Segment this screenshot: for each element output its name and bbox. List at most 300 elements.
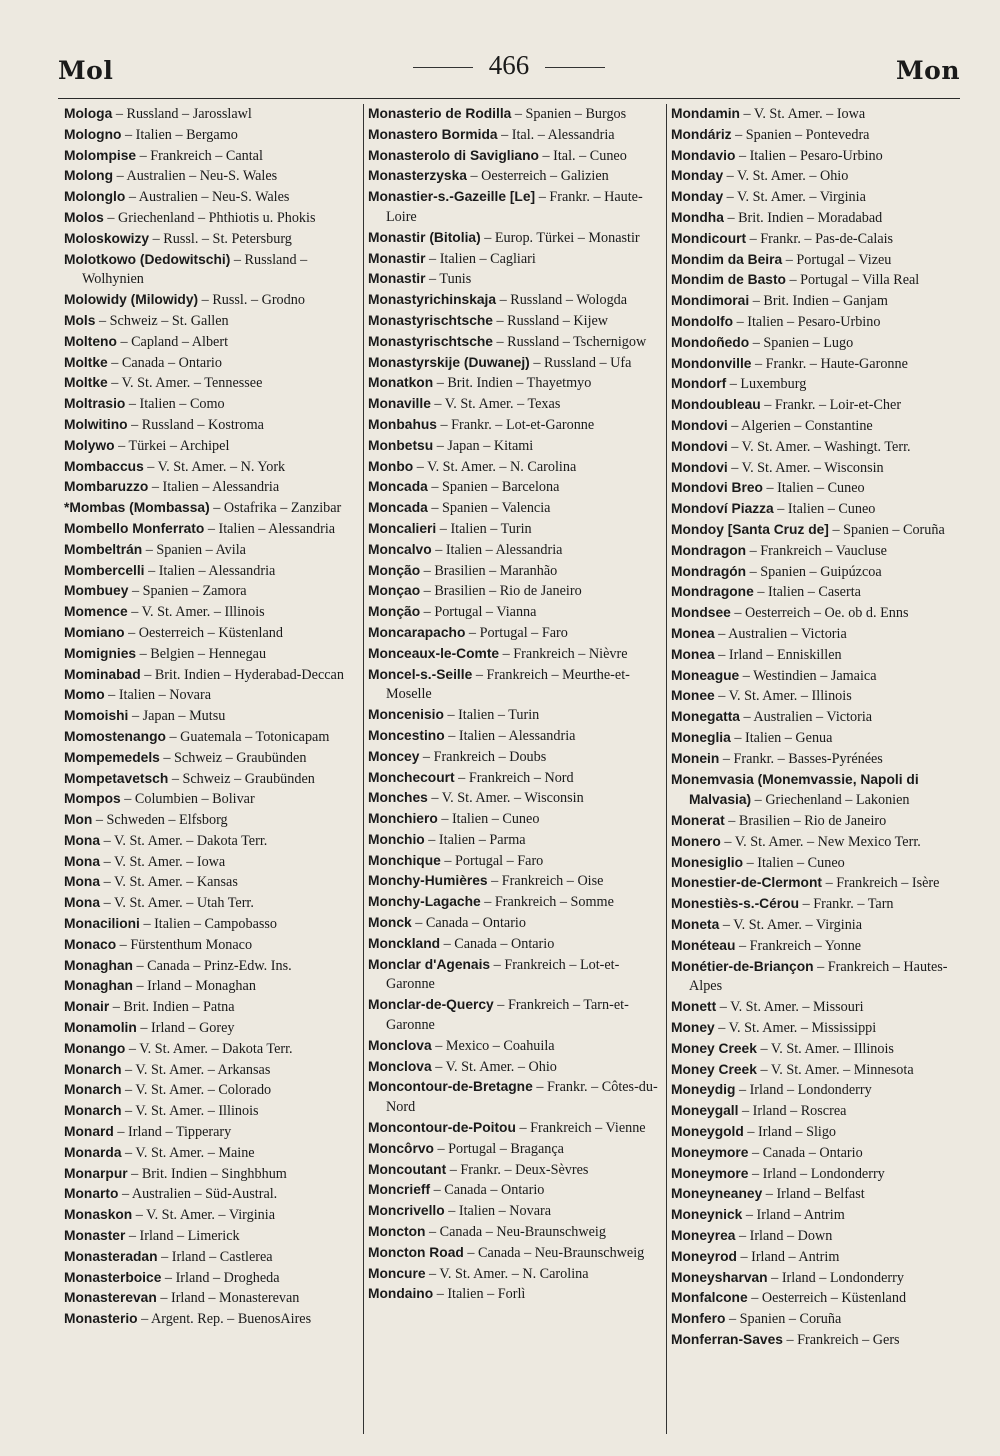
entry-placename: Monacilioni xyxy=(64,916,140,932)
entry-placename: Monaghan xyxy=(64,957,133,973)
entry-location: – Oesterreich – Oe. ob d. Enns xyxy=(730,605,909,622)
entry-placename: Moncel-s.-Seille xyxy=(368,666,473,682)
list-item xyxy=(671,1164,967,1185)
list-item xyxy=(64,561,361,582)
list-item xyxy=(368,290,664,311)
list-item xyxy=(368,1180,664,1201)
entry-placename: Moneyneaney xyxy=(671,1186,763,1202)
entry-placename: Monerat xyxy=(671,813,725,829)
entry-location: – V. St. Amer. – Minnesota xyxy=(756,1061,914,1078)
entry-location: – Italien – Pesaro-Urbino xyxy=(733,313,881,330)
entry-location: – V. St. Amer. – Illinois xyxy=(714,688,852,705)
entry-placename: Mondamin xyxy=(671,106,740,121)
list-item xyxy=(368,1284,664,1305)
list-item xyxy=(368,913,664,934)
entry-placename: Molotkowo (Dedowitschi) xyxy=(64,251,231,267)
entry-placename: Momostenango xyxy=(64,728,166,744)
entry-location: – Brasilien – Rio de Janeiro xyxy=(420,583,582,600)
list-item xyxy=(671,146,967,167)
header-left-keyword: Mol xyxy=(58,56,114,85)
list-item xyxy=(368,166,664,187)
entry-location: – Guatemala – Totonicapam xyxy=(165,728,330,745)
entry-placename: Moneymore xyxy=(671,1165,749,1181)
list-item xyxy=(64,789,361,810)
list-item xyxy=(64,914,361,935)
entry-placename: Monceaux-le-Comte xyxy=(368,645,500,661)
entry-location: – Italien – Campobasso xyxy=(139,916,278,933)
list-item xyxy=(671,1247,967,1268)
entry-placename: Molywo xyxy=(64,437,115,453)
entry-location: – Frankreich – Somme xyxy=(480,894,614,911)
list-item xyxy=(64,1247,361,1268)
entry-placename: Mologno xyxy=(64,126,122,142)
entry-location: – Ital. – Alessandria xyxy=(497,126,615,143)
list-item xyxy=(368,1264,664,1285)
entry-placename: Moltke xyxy=(64,354,108,370)
entry-location: – Irland – Sligo xyxy=(743,1124,837,1141)
entry-placename: Molteno xyxy=(64,333,117,349)
list-item xyxy=(64,810,361,831)
entry-location: – Fürstenthum Monaco xyxy=(116,936,253,953)
list-item xyxy=(64,1018,361,1039)
entry-placename: *Mombas (Mombassa) xyxy=(64,500,210,516)
entry-location: – Frankreich – Hautes-Alpes xyxy=(689,958,948,995)
list-item xyxy=(671,666,967,687)
entry-placename: Mondavio xyxy=(671,147,736,163)
entry-placename: Monclova xyxy=(368,1037,432,1053)
entry-location: – Oesterreich – Küstenland xyxy=(124,624,283,641)
entry-placename: Moncrieff xyxy=(368,1182,431,1198)
entry-placename: Mominabad xyxy=(64,666,141,682)
entry-placename: Moncalvo xyxy=(368,541,432,557)
list-item xyxy=(64,208,361,229)
entry-location: – Belgien – Hennegau xyxy=(136,645,267,662)
entry-location: – Frankr. – Lot-et-Garonne xyxy=(436,416,595,433)
entry-location: – Russland – Ufa xyxy=(529,354,632,371)
list-item xyxy=(671,208,967,229)
entry-placename: Moncure xyxy=(368,1265,426,1281)
entry-placename: Monday xyxy=(671,168,724,184)
list-item xyxy=(368,871,664,892)
entry-location: – Ostafrika – Zanzibar xyxy=(209,500,342,517)
list-item xyxy=(368,249,664,270)
entry-placename: Mondovi xyxy=(671,417,728,433)
entry-location: – V. St. Amer. – N. Carolina xyxy=(413,458,577,475)
entry-location: – V. St. Amer. – Iowa xyxy=(100,853,226,870)
list-item xyxy=(64,706,361,727)
entry-location: – V. St. Amer. – New Mexico Terr. xyxy=(720,833,921,850)
entry-placename: Monclova xyxy=(368,1058,432,1074)
entry-location: – Canada – Neu-Braunschweig xyxy=(463,1244,645,1261)
entry-location: – Brasilien – Rio de Janeiro xyxy=(724,813,887,830)
entry-placename: Monegatta xyxy=(671,709,740,725)
entry-placename: Mon xyxy=(64,812,93,828)
entry-placename: Monastir xyxy=(368,250,426,266)
list-item xyxy=(64,1205,361,1226)
list-item xyxy=(671,645,967,666)
entry-placename: Mondáriz xyxy=(671,126,732,142)
list-item xyxy=(64,540,361,561)
entry-location: – Portugal – Vizeu xyxy=(782,251,892,268)
entry-placename: Monasterio xyxy=(64,1311,138,1327)
entry-location: – Frankr. – Deux-Sèvres xyxy=(446,1161,589,1178)
entry-placename: Monard xyxy=(64,1124,114,1140)
header-dash-right xyxy=(545,67,605,68)
entry-location: – Spanien – Coruña xyxy=(828,521,945,538)
list-item xyxy=(368,1036,664,1057)
entry-placename: Monett xyxy=(671,999,717,1015)
entry-location: – Brit. Indien – Hyderabad-Deccan xyxy=(140,666,344,683)
entry-location: – Irland – Limerick xyxy=(125,1228,240,1245)
entry-placename: Moncton Road xyxy=(368,1244,464,1260)
list-item xyxy=(64,581,361,602)
list-item xyxy=(671,1101,967,1122)
list-item xyxy=(368,477,664,498)
entry-placename: Mondoy [Santa Cruz de] xyxy=(671,521,829,537)
list-item xyxy=(64,104,361,125)
entry-placename: Monétier-de-Briançon xyxy=(671,958,814,974)
list-item xyxy=(671,1184,967,1205)
entry-location: – Russland – Wolhynien xyxy=(82,251,308,288)
entry-location: – Frankr. – Haute-Loire xyxy=(386,189,643,225)
entry-placename: Moneygold xyxy=(671,1124,744,1140)
entry-location: – Irland – Enniskillen xyxy=(714,646,842,663)
entry-location: – Italien – Cuneo xyxy=(743,854,845,871)
entry-placename: Mompemedels xyxy=(64,749,160,765)
entry-location: – Italien – Parma xyxy=(424,831,526,848)
header-rule xyxy=(58,98,960,99)
list-item xyxy=(64,727,361,748)
entry-placename: Monday xyxy=(671,189,724,205)
entry-placename: Monesiglio xyxy=(671,854,744,870)
list-item xyxy=(64,1309,361,1330)
entry-placename: Monair xyxy=(64,999,110,1015)
entry-placename: Monchecourt xyxy=(368,769,455,785)
entry-location: – Italien – Novara xyxy=(444,1203,552,1220)
list-item xyxy=(64,769,361,790)
entry-location: – Spanien – Avila xyxy=(142,541,246,558)
list-item xyxy=(368,644,664,665)
list-item xyxy=(368,228,664,249)
entry-placename: Molwitino xyxy=(64,416,128,432)
entry-location: – Irland – Antrim xyxy=(736,1248,840,1265)
entry-placename: Moltke xyxy=(64,375,108,391)
entry-location: – V. St. Amer. – Illinois xyxy=(127,604,265,621)
entry-placename: Monatkon xyxy=(368,375,434,391)
list-item xyxy=(671,499,967,520)
list-item xyxy=(671,811,967,832)
list-item xyxy=(64,831,361,852)
entry-placename: Mologa xyxy=(64,106,113,121)
entry-placename: Monasterzyska xyxy=(368,168,467,184)
list-item xyxy=(64,1164,361,1185)
list-item xyxy=(671,1309,967,1330)
list-item xyxy=(671,624,967,645)
entry-placename: Mondaino xyxy=(368,1286,434,1302)
list-item xyxy=(671,1143,967,1164)
list-item xyxy=(64,748,361,769)
list-item xyxy=(671,997,967,1018)
entry-placename: Monestiès-s.-Cérou xyxy=(671,896,800,912)
entry-location: – Spanien – Zamora xyxy=(128,583,247,600)
entry-placename: Mondragón xyxy=(671,563,747,579)
list-item xyxy=(368,1243,664,1264)
entry-location: – Frankreich – Vienne xyxy=(515,1120,646,1137)
gazetteer-columns xyxy=(60,104,970,1434)
entry-placename: Moneygall xyxy=(671,1103,739,1119)
entry-placename: Momiano xyxy=(64,624,125,640)
entry-location: – Italien – Cuneo xyxy=(762,480,865,497)
entry-location: – Frankreich – Gers xyxy=(782,1332,900,1349)
list-item xyxy=(671,1288,967,1309)
entry-placename: Monasteradan xyxy=(64,1248,158,1264)
entry-placename: Mombaccus xyxy=(64,458,144,474)
column-2 xyxy=(363,104,666,1434)
list-item xyxy=(64,1080,361,1101)
entry-location: – Brit. Indien – Singhbhum xyxy=(127,1165,287,1182)
list-item xyxy=(368,104,664,125)
entry-location: – V. St. Amer. – Dakota Terr. xyxy=(100,832,268,849)
entry-location: – Capland – Albert xyxy=(116,333,229,350)
entry-location: – Columbien – Bolivar xyxy=(120,791,255,808)
entry-location: – Ital. – Cuneo xyxy=(538,147,627,164)
entry-location: – Frankreich – Isère xyxy=(822,875,940,892)
entry-location: – Italien – Cuneo xyxy=(773,501,876,518)
list-item xyxy=(368,747,664,768)
list-item xyxy=(368,1139,664,1160)
entry-placename: Mombeltrán xyxy=(64,541,143,557)
entry-location: – Italien – Alessandria xyxy=(204,520,336,537)
entry-placename: Moloskowizy xyxy=(64,230,150,246)
entry-location: – Canada – Ontario xyxy=(748,1144,863,1161)
entry-location: – Australien – Neu-S. Wales xyxy=(113,168,278,185)
entry-placename: Monastyrichinskaja xyxy=(368,292,497,308)
entry-placename: Monarto xyxy=(64,1186,119,1202)
entry-placename: Mondoñedo xyxy=(671,334,750,350)
entry-placename: Mondovi xyxy=(671,438,728,454)
entry-location: – Russland – Wologda xyxy=(496,292,628,309)
list-item xyxy=(671,312,967,333)
entry-placename: Monea xyxy=(671,625,715,641)
entry-placename: Moneyrea xyxy=(671,1228,736,1244)
list-item xyxy=(64,872,361,893)
entry-location: – Russland – Tschernigow xyxy=(492,333,647,350)
entry-placename: Monfero xyxy=(671,1311,726,1327)
list-item xyxy=(64,436,361,457)
list-item xyxy=(368,540,664,561)
entry-placename: Monaster xyxy=(64,1228,126,1244)
entry-location: – Schweiz – St. Gallen xyxy=(95,312,229,329)
entry-location: – Brit. Indien – Patna xyxy=(109,999,235,1016)
list-item xyxy=(64,311,361,332)
list-item xyxy=(671,374,967,395)
entry-placename: Moneglia xyxy=(671,729,731,745)
entry-placename: Moneyrod xyxy=(671,1248,737,1264)
list-item xyxy=(368,457,664,478)
entry-location: – Italien – Cagliari xyxy=(425,250,536,267)
entry-placename: Moncrivello xyxy=(368,1203,445,1219)
list-item xyxy=(368,788,664,809)
entry-placename: Moncalieri xyxy=(368,520,437,536)
list-item xyxy=(671,291,967,312)
entry-location: – Irland – Monasterevan xyxy=(156,1290,300,1307)
entry-placename: Mona xyxy=(64,853,101,869)
entry-location: – Türkei – Archipel xyxy=(114,437,230,454)
entry-placename: Monbo xyxy=(368,458,414,474)
list-item xyxy=(368,809,664,830)
entry-location: – V. St. Amer. – Ohio xyxy=(723,168,849,185)
entry-placename: Moncton xyxy=(368,1224,426,1240)
entry-location: – Italien – Forlì xyxy=(433,1286,526,1303)
entry-location: – V. St. Amer. – Illinois xyxy=(121,1103,259,1120)
list-item xyxy=(671,520,967,541)
entry-placename: Momence xyxy=(64,604,128,620)
list-item xyxy=(368,995,664,1036)
entry-location: – Frankreich – Yonne xyxy=(735,937,862,954)
entry-location: – Canada – Ontario xyxy=(107,354,222,371)
entry-location: – V. St. Amer. – Tennessee xyxy=(107,375,263,392)
list-item xyxy=(368,1118,664,1139)
entry-placename: Mondicourt xyxy=(671,230,747,246)
entry-placename: Monastyrskije (Duwanej) xyxy=(368,354,530,370)
entry-location: – Italien – Caserta xyxy=(753,584,861,601)
list-item xyxy=(64,623,361,644)
entry-placename: Monastir (Bitolia) xyxy=(368,229,481,245)
list-item xyxy=(368,146,664,167)
entry-placename: Molowidy (Milowidy) xyxy=(64,292,199,308)
entry-location: – Griechenland – Lakonien xyxy=(751,792,910,809)
list-item xyxy=(64,332,361,353)
entry-placename: Monasterio de Rodilla xyxy=(368,106,512,121)
list-item xyxy=(671,728,967,749)
entry-location: – Europ. Türkei – Monastir xyxy=(480,229,640,246)
entry-location: – V. St. Amer. – Ohio xyxy=(431,1058,557,1075)
entry-location: – Italien – Pesaro-Urbino xyxy=(735,147,883,164)
list-item xyxy=(64,1060,361,1081)
list-item xyxy=(64,415,361,436)
entry-placename: Monastyrischtsche xyxy=(368,312,493,328)
list-item xyxy=(671,957,967,998)
list-item xyxy=(671,333,967,354)
list-item xyxy=(671,187,967,208)
entry-location: – Griechenland – Phthiotis u. Phokis xyxy=(103,209,316,226)
entry-placename: Mona xyxy=(64,832,101,848)
entry-location: – V. St. Amer. – Colorado xyxy=(121,1082,272,1099)
list-item xyxy=(64,187,361,208)
entry-placename: Monclar-de-Quercy xyxy=(368,997,494,1013)
list-item xyxy=(64,644,361,665)
entry-placename: Moncestino xyxy=(368,727,445,743)
list-item xyxy=(64,394,361,415)
entry-placename: Monção xyxy=(368,562,421,578)
entry-location: – Irland – Londonderry xyxy=(767,1269,904,1286)
entry-location: – Russland – Kostroma xyxy=(127,416,264,433)
entry-location: – Irland – Belfast xyxy=(762,1186,865,1203)
entry-placename: Moncôrvo xyxy=(368,1140,434,1156)
entry-location: – Spanien – Pontevedra xyxy=(731,126,870,143)
entry-location: – Irland – Londonderry xyxy=(735,1082,872,1099)
entry-location: – Frankreich – Nord xyxy=(454,769,574,786)
entry-location: – Canada – Neu-Braunschweig xyxy=(425,1224,606,1241)
list-item xyxy=(671,541,967,562)
entry-placename: Monckland xyxy=(368,935,441,951)
list-item xyxy=(671,458,967,479)
entry-placename: Moneynick xyxy=(671,1207,743,1223)
entry-location: – Algerien – Constantine xyxy=(727,417,873,434)
entry-location: – Irland – Drogheda xyxy=(161,1269,280,1286)
list-item xyxy=(671,1205,967,1226)
list-item xyxy=(671,873,967,894)
entry-placename: Monchiero xyxy=(368,811,438,827)
list-item xyxy=(671,770,967,812)
entry-placename: Moncada xyxy=(368,500,428,516)
entry-placename: Monchy-Humières xyxy=(368,873,488,889)
entry-placename: Moneague xyxy=(671,667,740,683)
list-item xyxy=(671,1330,967,1351)
entry-placename: Monamolin xyxy=(64,1020,137,1036)
entry-location: – Australien – Neu-S. Wales xyxy=(125,189,290,206)
entry-placename: Mombuey xyxy=(64,583,129,599)
entry-location: – Portugal – Vianna xyxy=(420,604,537,621)
list-item xyxy=(368,830,664,851)
entry-placename: Mompos xyxy=(64,791,121,807)
entry-location: – Frankreich – Cantal xyxy=(136,147,263,164)
entry-placename: Moncoutant xyxy=(368,1161,447,1177)
entry-location: – Spanien – Coruña xyxy=(725,1311,842,1328)
list-item xyxy=(64,1184,361,1205)
entry-placename: Money xyxy=(671,1020,715,1036)
entry-placename: Moncarapacho xyxy=(368,624,466,640)
list-item xyxy=(368,602,664,623)
page-header xyxy=(58,50,960,100)
entry-location: – V. St. Amer. – Utah Terr. xyxy=(100,895,254,912)
entry-location: – Canada – Prinz-Edw. Ins. xyxy=(132,957,292,974)
entry-placename: Monchio xyxy=(368,831,425,847)
list-item xyxy=(671,478,967,499)
list-item xyxy=(64,976,361,997)
column-3 xyxy=(666,104,969,1434)
entry-placename: Monango xyxy=(64,1040,126,1056)
entry-location: – V. St. Amer. – Wisconsin xyxy=(427,790,584,807)
list-item xyxy=(64,893,361,914)
entry-location: – V. St. Amer. – Dakota Terr. xyxy=(125,1040,293,1057)
entry-location: – Irland – Gorey xyxy=(136,1020,235,1037)
list-item xyxy=(671,1122,967,1143)
list-item xyxy=(64,1039,361,1060)
entry-location: – Australien – Süd-Austral. xyxy=(118,1186,278,1203)
entry-location: – Irland – Castlerea xyxy=(157,1248,273,1265)
list-item xyxy=(671,562,967,583)
list-item xyxy=(368,125,664,146)
entry-location: – V. St. Amer. – Texas xyxy=(430,396,561,413)
entry-placename: Moneta xyxy=(671,917,720,933)
list-item xyxy=(671,1268,967,1289)
list-item xyxy=(64,125,361,146)
entry-placename: Monfalcone xyxy=(671,1290,748,1306)
entry-location: – V. St. Amer. – Iowa xyxy=(739,106,866,122)
list-item xyxy=(64,602,361,623)
entry-location: – Italien – Turin xyxy=(443,707,540,724)
list-item xyxy=(64,1226,361,1247)
entry-location: – Italien – Novara xyxy=(104,687,211,704)
entry-placename: Monemvasia (Monemvassie, Napoli di Malvasia) xyxy=(671,771,919,808)
entry-placename: Monarpur xyxy=(64,1165,128,1181)
list-item xyxy=(368,1077,664,1118)
list-item xyxy=(368,269,664,290)
entry-location: – Australien – Victoria xyxy=(714,625,847,642)
page-number-block xyxy=(58,50,960,81)
entry-placename: Monestier-de-Clermont xyxy=(671,875,823,891)
